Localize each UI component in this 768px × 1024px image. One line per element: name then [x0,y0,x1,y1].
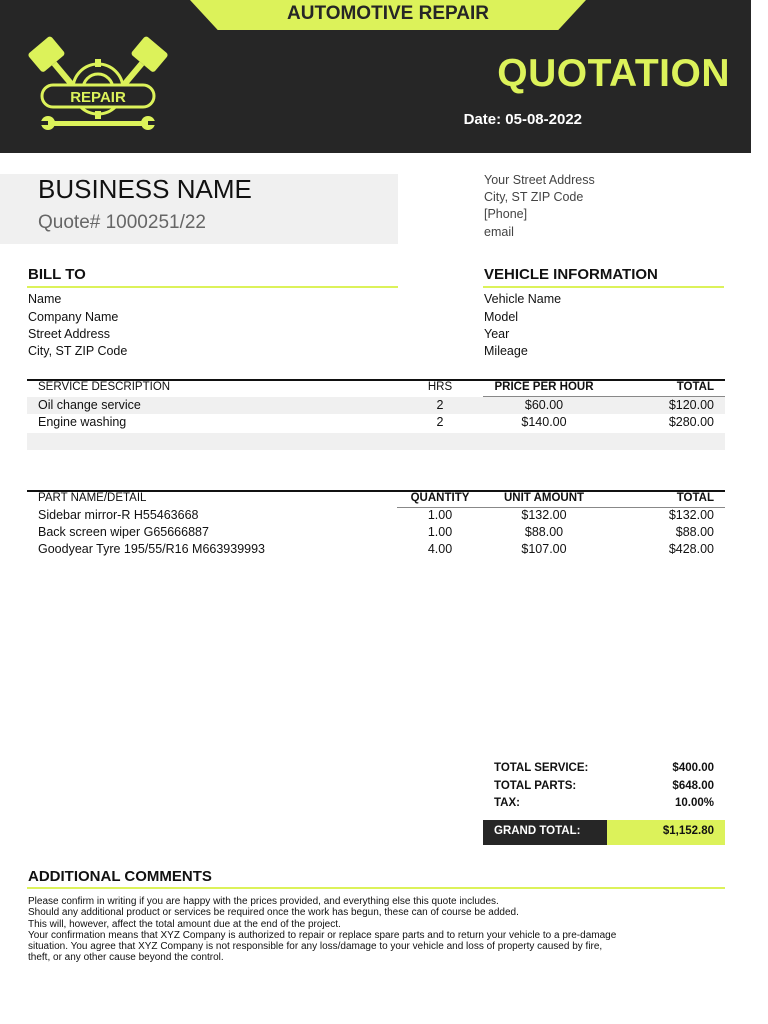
table-row-part-total: $88.00 [675,525,714,539]
table-row-service-description: Oil change service [38,398,141,412]
total-parts-value: $648.00 [672,780,714,792]
vehicle-divider [483,286,724,288]
tax-label: TAX: [494,797,520,809]
address-email: email [484,225,514,239]
bill-to-title: BILL TO [28,266,86,283]
comment-line: Please confirm in writing if you are happy with the prices provided, and everything else this quote includes. [28,896,499,907]
table-row-part-name: Sidebar mirror-R H55463668 [38,508,199,522]
comment-line: theft, or any other cause beyond the control. [28,952,224,964]
tax-value: 10.00% [674,797,714,809]
comment-line: Should any additional product or services be required once the work has begun, these can of course be added. [28,907,519,919]
bill-to-name: Name [28,292,62,306]
table-row-service-hrs: 2 [436,415,444,429]
quote-number: Quote# 1000251/22 [38,212,206,233]
grand-total-label: GRAND TOTAL: [494,825,581,837]
business-name: BUSINESS NAME [38,174,252,204]
table-row-part-unit: $132.00 [521,508,567,522]
bill-to-city: City, ST ZIP Code [28,344,128,358]
comment-line: Your confirmation means that XYZ Company is authorized to repair or replace spare parts and to return your vehicle to a pre-damage [28,929,617,941]
vehicle-name: Vehicle Name [484,292,562,306]
services-empty-row [27,433,725,450]
table-row-service-price: $140.00 [521,415,567,429]
table-row-part-name: Goodyear Tyre 195/55/R16 M663939993 [38,542,266,556]
address-phone: [Phone] [484,207,528,221]
vehicle-mileage: Mileage [484,344,528,358]
table-row-part-total: $132.00 [668,508,714,522]
table-row-service-description: Engine washing [38,415,127,429]
comment-line: situation. You agree that XYZ Company is not responsible for any loss/damage to your vehicle and loss of property caused by fire, [28,941,603,953]
repair-logo-icon [18,33,178,137]
table-row-part-unit: $88.00 [524,525,564,539]
comment-line: This will, however, affect the total amount due at the end of the project. [28,918,341,930]
total-service-label: TOTAL SERVICE: [494,762,589,774]
logo-text: REPAIR [70,89,126,106]
table-row-service-total: $280.00 [668,415,714,429]
quote-date: Date: 05-08-2022 [463,111,582,128]
parts-header-total: TOTAL [676,492,714,504]
vehicle-year: Year [484,327,510,341]
bill-to-company: Company Name [28,310,119,324]
parts-header-unit-amount: UNIT AMOUNT [503,492,585,504]
table-row-part-unit: $107.00 [521,542,567,556]
vehicle-info-title: VEHICLE INFORMATION [484,266,658,283]
services-header-description: SERVICE DESCRIPTION [38,381,171,393]
table-row-part-quantity: 1.00 [427,525,453,539]
bill-to-divider [27,286,398,288]
table-row-part-quantity: 1.00 [427,508,453,522]
parts-table [27,490,725,562]
address-street: Your Street Address [484,173,595,187]
parts-header-quantity: QUANTITY [410,492,470,504]
table-row-part-name: Back screen wiper G65666887 [38,525,209,539]
vehicle-model: Model [484,310,519,324]
bill-to-street: Street Address [28,327,110,341]
total-parts-label: TOTAL PARTS: [494,780,577,792]
comments-body [28,896,728,964]
services-header-price: PRICE PER HOUR [494,381,594,393]
table-row-part-quantity: 4.00 [427,542,453,556]
total-service-value: $400.00 [672,762,714,774]
address-city: City, ST ZIP Code [484,190,584,204]
services-table [27,379,725,451]
document-title: QUOTATION [497,52,730,95]
table-row-service-hrs: 2 [436,398,444,412]
table-row-service-price: $60.00 [524,398,564,412]
services-header-total: TOTAL [676,381,714,393]
comments-title: ADDITIONAL COMMENTS [28,868,212,885]
grand-total-value: $1,152.80 [662,825,714,837]
comments-divider [27,887,725,889]
table-row-service-total: $120.00 [668,398,714,412]
table-row-part-total: $428.00 [668,542,714,556]
banner-title: AUTOMOTIVE REPAIR [287,3,489,24]
parts-header-name: PART NAME/DETAIL [38,492,147,504]
services-header-hrs: HRS [427,381,453,393]
